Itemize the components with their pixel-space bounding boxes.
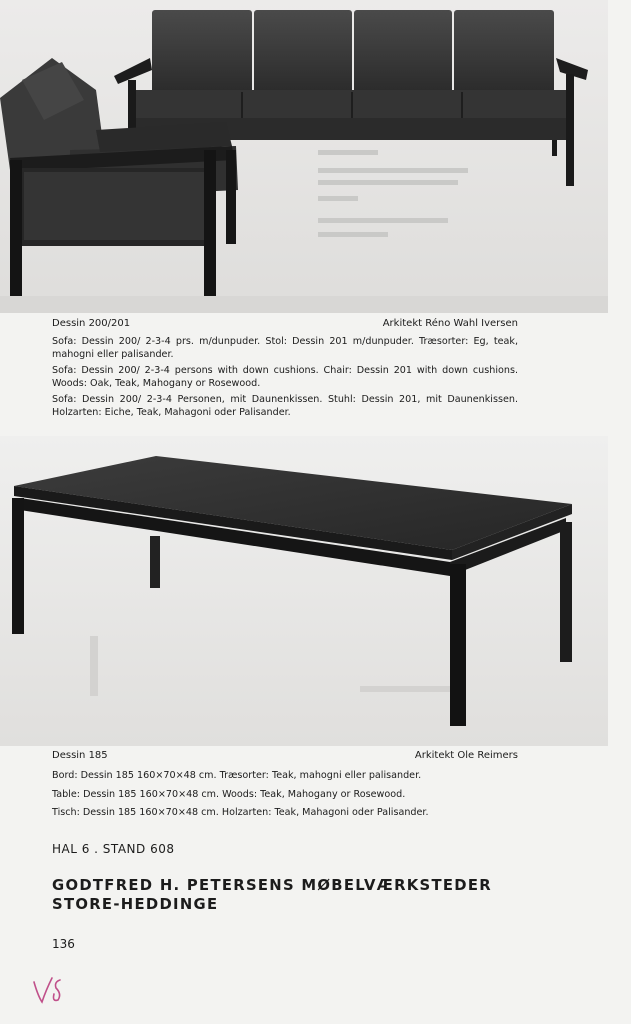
sofa-chair-photo xyxy=(0,0,608,313)
handwritten-annotation-mark xyxy=(30,972,70,1008)
company-name-line-1: GODTFRED H. PETERSENS MØBELVÆRKSTEDER xyxy=(52,877,492,894)
company-name xyxy=(52,876,492,914)
table-photo xyxy=(0,436,608,746)
description-english: Sofa: Dessin 200/ 2-3-4 persons with down cushions. Chair: Dessin 201 with down cushions. Woods: Oak, Teak, Mahogany or Rosewood. xyxy=(52,365,518,389)
architect-credit: Arkitekt Ole Reimers xyxy=(414,750,518,761)
description-danish: Sofa: Dessin 200/ 2-3-4 prs. m/dunpuder. Stol: Dessin 201 m/dunpuder. Træsorter: Eg, teak, mahogni eller palisander. xyxy=(52,336,518,360)
stand-location: HAL 6 . STAND 608 xyxy=(52,842,175,856)
description-german: Tisch: Dessin 185 160×70×48 cm. Holzarten: Teak, Mahagoni oder Palisander. xyxy=(52,807,429,818)
description-block-2 xyxy=(52,769,518,825)
caption-header-2 xyxy=(52,750,518,761)
model-name: Dessin 185 xyxy=(52,750,108,761)
model-name: Dessin 200/201 xyxy=(52,318,131,329)
table-illustration xyxy=(0,436,608,746)
description-english: Table: Dessin 185 160×70×48 cm. Woods: Teak, Mahogany or Rosewood. xyxy=(52,788,406,800)
description-block-1 xyxy=(52,335,518,422)
caption-header-1 xyxy=(52,318,518,329)
description-danish: Bord: Dessin 185 160×70×48 cm. Træsorter: Teak, mahogni eller palisander. xyxy=(52,770,422,781)
company-town: STORE-HEDDINGE xyxy=(52,896,219,913)
architect-credit: Arkitekt Réno Wahl Iversen xyxy=(382,318,518,329)
sofa-chair-illustration xyxy=(0,0,608,313)
page-number: 136 xyxy=(52,937,75,951)
description-german: Sofa: Dessin 200/ 2-3-4 Personen, mit Daunenkissen. Stuhl: Dessin 201, mit Daunenkissen. Holzarten: Eiche, Teak, Mahagoni oder Palisander. xyxy=(52,394,518,418)
